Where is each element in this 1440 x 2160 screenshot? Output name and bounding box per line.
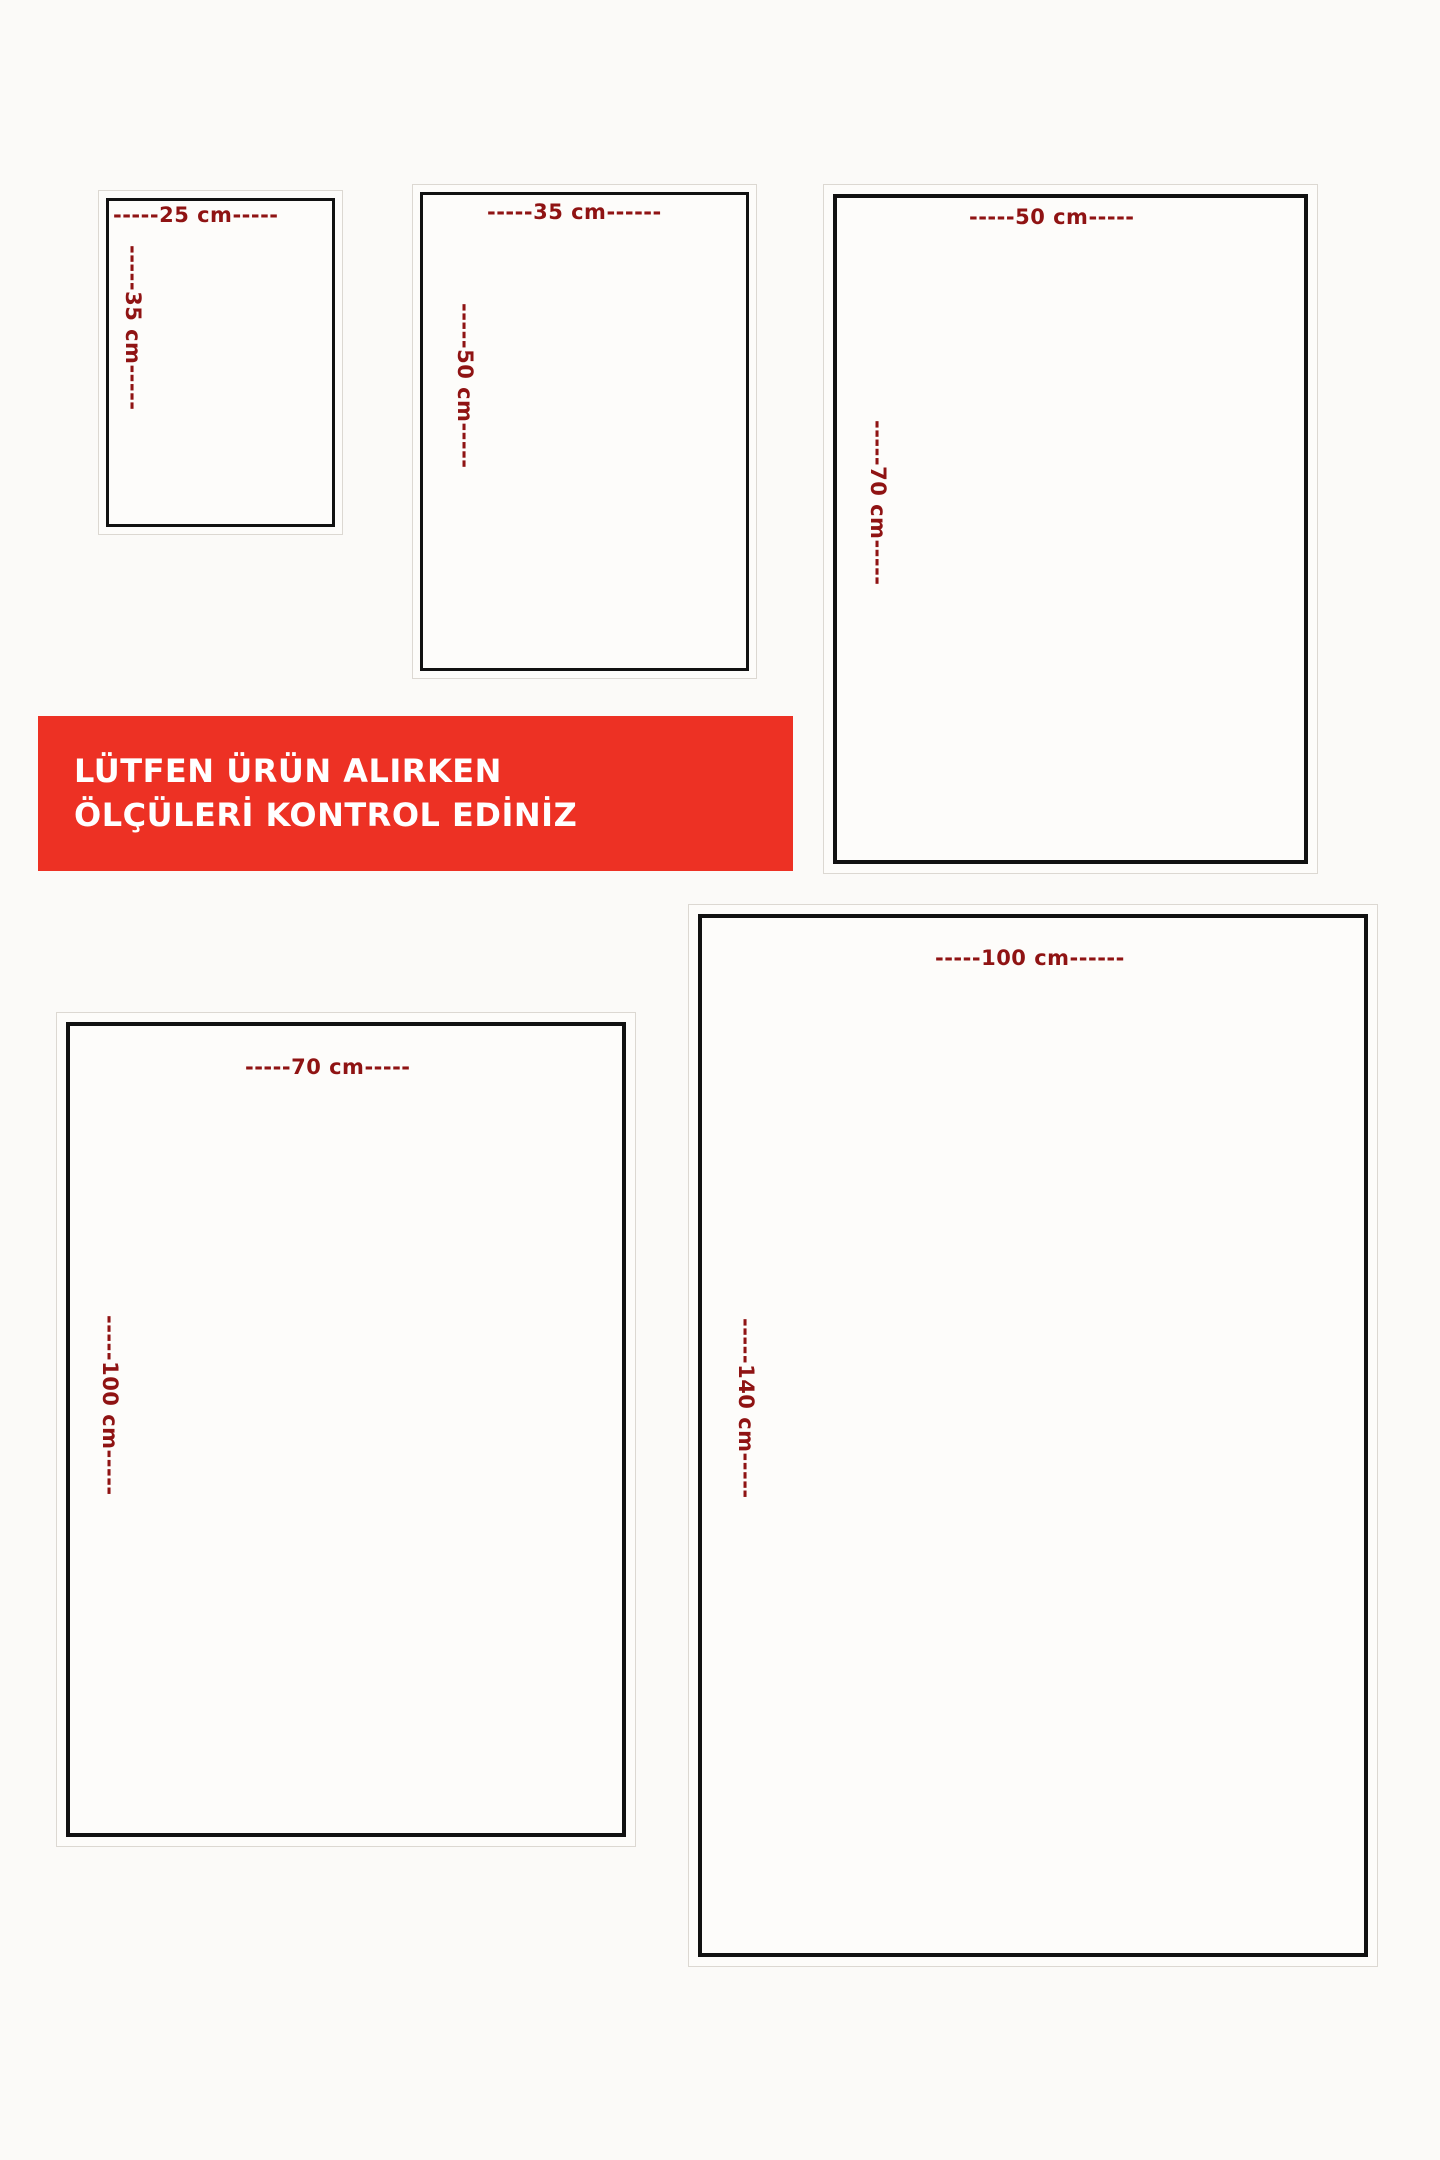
warning-banner-line-1: LÜTFEN ÜRÜN ALIRKEN — [74, 752, 502, 791]
frame-50x70-height-label: -----70 cm----- — [866, 420, 890, 586]
frame-25x35-height-label: -----35 cm----- — [121, 245, 145, 411]
frame-100x140-width-label: -----100 cm------ — [935, 946, 1125, 970]
frame-70x100 — [56, 1012, 636, 1847]
frame-100x140 — [688, 904, 1378, 1967]
frame-100x140-inner — [698, 914, 1368, 1957]
frame-100x140-height-label: -----140 cm----- — [734, 1318, 758, 1499]
warning-banner-line-2: ÖLÇÜLERİ KONTROL EDİNİZ — [74, 795, 578, 834]
frame-70x100-width-label: -----70 cm----- — [245, 1055, 411, 1079]
frame-25x35-width-label: -----25 cm----- — [113, 203, 279, 227]
frame-35x50-width-label: -----35 cm------ — [487, 200, 662, 224]
frame-50x70-width-label: -----50 cm----- — [969, 205, 1135, 229]
frame-70x100-height-label: -----100 cm----- — [98, 1315, 122, 1496]
warning-banner — [38, 716, 793, 871]
frame-70x100-inner — [66, 1022, 626, 1837]
frame-35x50-height-label: -----50 cm----- — [453, 303, 477, 469]
frame-50x70-inner — [833, 194, 1308, 864]
frame-50x70 — [823, 184, 1318, 874]
